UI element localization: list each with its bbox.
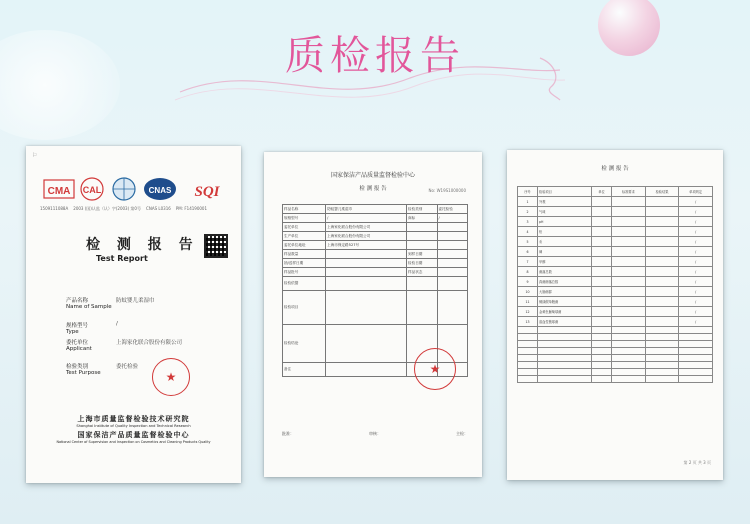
table-cell bbox=[592, 355, 612, 362]
table-cell: / bbox=[679, 247, 713, 257]
table-cell: 检验结果 bbox=[645, 187, 679, 197]
table-cell: 备注 bbox=[283, 363, 326, 377]
table-cell: 10 bbox=[518, 287, 538, 297]
table-cell bbox=[645, 362, 679, 369]
report-header: 国家保洁产品质量监督检验中心 bbox=[330, 172, 415, 179]
results-document bbox=[507, 150, 723, 480]
table-row bbox=[518, 287, 713, 297]
table-cell bbox=[679, 369, 713, 376]
red-seal-stamp bbox=[152, 358, 190, 396]
table-cell: 序号 bbox=[518, 187, 538, 197]
table-cell: 2 bbox=[518, 207, 538, 217]
center-name: 国家保洁产品质量监督检验中心 bbox=[77, 431, 190, 439]
table-cell bbox=[326, 268, 407, 277]
table-cell bbox=[538, 376, 592, 383]
table-cell bbox=[592, 217, 612, 227]
table-cell: 9 bbox=[518, 277, 538, 287]
table-cell bbox=[612, 197, 646, 207]
table-cell bbox=[437, 277, 468, 291]
table-cell bbox=[612, 317, 646, 327]
table-cell bbox=[679, 341, 713, 348]
table-cell bbox=[592, 237, 612, 247]
table-cell: 上海市保定路527号 bbox=[326, 241, 407, 250]
table-row bbox=[518, 307, 713, 317]
cal-logo-icon bbox=[81, 178, 103, 200]
table-cell bbox=[538, 348, 592, 355]
table-cell: 检验类别 bbox=[407, 205, 437, 214]
table-cell: 防蚊婴儿柔湿巾 bbox=[326, 205, 407, 214]
table-row bbox=[518, 247, 713, 257]
logo-codes: 1509111088A 2003 (国)认监（认）字(2003) 第0号 CNAS L0316 PM: F14190001 bbox=[40, 206, 208, 211]
table-cell bbox=[612, 247, 646, 257]
table-row bbox=[283, 223, 468, 232]
table-cell: 上海家化联合股份有限公司 bbox=[326, 232, 407, 241]
table-cell bbox=[592, 207, 612, 217]
table-cell bbox=[592, 307, 612, 317]
table-cell bbox=[645, 277, 679, 287]
table-cell bbox=[679, 355, 713, 362]
table-cell: 气味 bbox=[538, 207, 592, 217]
table-cell bbox=[592, 197, 612, 207]
table-cell bbox=[679, 376, 713, 383]
logo-text: CMA bbox=[47, 186, 71, 197]
table-cell bbox=[645, 327, 679, 334]
table-cell bbox=[407, 232, 437, 241]
table-cell bbox=[592, 267, 612, 277]
logo-text: SQI bbox=[194, 184, 220, 200]
table-cell: 大肠菌群 bbox=[538, 287, 592, 297]
table-cell: 检验项目 bbox=[283, 291, 326, 325]
table-cell: 3 bbox=[518, 217, 538, 227]
table-cell bbox=[592, 334, 612, 341]
logo-text: CAL bbox=[82, 185, 102, 195]
table-cell: / bbox=[679, 257, 713, 267]
table-cell bbox=[679, 327, 713, 334]
table-cell bbox=[645, 369, 679, 376]
page-title: 质检报告 bbox=[285, 33, 465, 79]
table-cell bbox=[518, 362, 538, 369]
table-cell: / bbox=[679, 317, 713, 327]
table-cell: / bbox=[679, 267, 713, 277]
signature-inspector: 主检： bbox=[456, 431, 468, 436]
table-cell bbox=[645, 197, 679, 207]
table-cell bbox=[538, 341, 592, 348]
table-cell: 检验结论 bbox=[283, 325, 326, 363]
table-cell bbox=[407, 277, 437, 291]
svg-text:★: ★ bbox=[429, 362, 441, 376]
table-row bbox=[518, 197, 713, 207]
table-cell bbox=[592, 317, 612, 327]
report-document bbox=[264, 152, 482, 477]
table-cell: 铅 bbox=[538, 227, 592, 237]
table-cell bbox=[612, 341, 646, 348]
table-row bbox=[283, 250, 468, 259]
table-cell bbox=[538, 334, 592, 341]
table-cell bbox=[407, 223, 437, 232]
cma-logo-icon bbox=[44, 180, 74, 198]
table-row bbox=[518, 257, 713, 267]
table-row bbox=[283, 241, 468, 250]
table-row bbox=[283, 214, 468, 223]
table-cell bbox=[612, 217, 646, 227]
table-cell bbox=[612, 362, 646, 369]
svg-text:★: ★ bbox=[165, 370, 177, 384]
table-cell: 生产单位 bbox=[283, 232, 326, 241]
empty-row bbox=[518, 341, 713, 348]
table-cell: / bbox=[679, 277, 713, 287]
table-row bbox=[283, 291, 468, 325]
table-cell bbox=[538, 369, 592, 376]
table-cell: 规格型号 bbox=[283, 214, 326, 223]
table-cell: 5 bbox=[518, 237, 538, 247]
table-cell: 商标 bbox=[407, 214, 437, 223]
table-cell bbox=[612, 369, 646, 376]
table-cell: / bbox=[679, 297, 713, 307]
table-cell bbox=[645, 207, 679, 217]
table-cell bbox=[645, 341, 679, 348]
table-cell: / bbox=[679, 227, 713, 237]
red-seal-stamp bbox=[414, 348, 456, 390]
table-cell bbox=[645, 348, 679, 355]
table-cell bbox=[518, 334, 538, 341]
table-cell: 抽/送样日期 bbox=[283, 259, 326, 268]
table-cell: 样品状态 bbox=[407, 268, 437, 277]
table-cell bbox=[592, 327, 612, 334]
table-cell: 单项判定 bbox=[679, 187, 713, 197]
table-cell: / bbox=[679, 237, 713, 247]
table-cell: 检验日期 bbox=[407, 259, 437, 268]
results-table bbox=[517, 186, 713, 383]
table-cell bbox=[612, 277, 646, 287]
table-cell: 4 bbox=[518, 227, 538, 237]
table-cell: 样品名称 bbox=[283, 205, 326, 214]
table-cell: 委托检验 bbox=[437, 205, 468, 214]
table-cell: 砷 bbox=[538, 247, 592, 257]
table-cell bbox=[612, 348, 646, 355]
table-cell bbox=[645, 247, 679, 257]
table-cell: 委托单位 bbox=[283, 223, 326, 232]
signature-review: 审核： bbox=[369, 431, 381, 436]
table-cell: / bbox=[679, 287, 713, 297]
table-cell bbox=[645, 267, 679, 277]
table-cell: / bbox=[679, 197, 713, 207]
table-cell bbox=[679, 348, 713, 355]
page-number: 第 2 页 共 3 页 bbox=[683, 460, 711, 465]
empty-row bbox=[518, 327, 713, 334]
table-cell bbox=[592, 362, 612, 369]
table-row bbox=[518, 207, 713, 217]
table-row bbox=[518, 237, 713, 247]
table-row bbox=[283, 205, 468, 214]
table-cell bbox=[645, 237, 679, 247]
table-cell bbox=[592, 348, 612, 355]
table-row bbox=[283, 277, 468, 291]
table-cell bbox=[518, 369, 538, 376]
table-cell: 上海家化联合股份有限公司 bbox=[326, 223, 407, 232]
table-cell bbox=[326, 250, 407, 259]
table-cell bbox=[538, 362, 592, 369]
table-cell: 8 bbox=[518, 267, 538, 277]
logo-text: CNAS bbox=[148, 186, 172, 195]
field-applicant: 委托单位 Applicant 上海家化联合股份有限公司 bbox=[66, 340, 183, 352]
table-cell: 12 bbox=[518, 307, 538, 317]
table-cell bbox=[612, 355, 646, 362]
table-cell: pH bbox=[538, 217, 592, 227]
table-cell bbox=[407, 291, 437, 325]
signature-approve: 批准： bbox=[282, 431, 294, 436]
table-cell bbox=[518, 355, 538, 362]
table-cell: 单位 bbox=[592, 187, 612, 197]
table-cell bbox=[326, 363, 407, 377]
table-cell: 6 bbox=[518, 247, 538, 257]
table-cell bbox=[679, 362, 713, 369]
empty-row bbox=[518, 334, 713, 341]
table-cell bbox=[518, 376, 538, 383]
cover-subtitle: Test Report bbox=[96, 254, 148, 263]
table-cell bbox=[326, 325, 407, 363]
table-cell bbox=[592, 376, 612, 383]
signature-row bbox=[282, 431, 468, 437]
report-title: 检 测 报 告 bbox=[359, 186, 387, 192]
table-cell: 样品批号 bbox=[283, 268, 326, 277]
empty-row bbox=[518, 362, 713, 369]
table-cell bbox=[538, 355, 592, 362]
table-cell bbox=[592, 277, 612, 287]
table-cell bbox=[518, 341, 538, 348]
table-cell bbox=[612, 207, 646, 217]
table-cell: 菌落总数 bbox=[538, 267, 592, 277]
table-cell bbox=[645, 297, 679, 307]
table-cell bbox=[326, 277, 407, 291]
table-cell bbox=[612, 297, 646, 307]
table-cell bbox=[518, 327, 538, 334]
table-cell: 11 bbox=[518, 297, 538, 307]
table-cell bbox=[437, 268, 468, 277]
table-cell bbox=[437, 250, 468, 259]
table-cell: / bbox=[326, 214, 407, 223]
table-cell bbox=[612, 327, 646, 334]
table-cell bbox=[518, 348, 538, 355]
table-cell: / bbox=[679, 207, 713, 217]
table-cell bbox=[645, 217, 679, 227]
table-cell: 13 bbox=[518, 317, 538, 327]
cover-document bbox=[26, 146, 241, 483]
table-row bbox=[518, 227, 713, 237]
table-cell: 甲醇 bbox=[538, 257, 592, 267]
table-cell bbox=[645, 355, 679, 362]
table-row bbox=[518, 217, 713, 227]
table-cell bbox=[612, 267, 646, 277]
table-row bbox=[283, 268, 468, 277]
globe-logo-icon bbox=[113, 178, 135, 200]
table-cell bbox=[592, 247, 612, 257]
sqi-logo-icon bbox=[194, 184, 220, 200]
table-cell: 7 bbox=[518, 257, 538, 267]
table-cell: 真菌菌落总数 bbox=[538, 277, 592, 287]
table-cell bbox=[612, 287, 646, 297]
table-cell: 到样日期 bbox=[407, 250, 437, 259]
cnas-logo-icon bbox=[144, 178, 176, 200]
field-type: 规格型号 Type / bbox=[66, 321, 118, 335]
table-cell: 金黄色葡萄球菌 bbox=[538, 307, 592, 317]
table-cell bbox=[592, 257, 612, 267]
table-cell bbox=[326, 259, 407, 268]
table-cell bbox=[592, 297, 612, 307]
table-cell bbox=[612, 237, 646, 247]
table-row bbox=[283, 259, 468, 268]
table-cell bbox=[679, 334, 713, 341]
table-cell: 检验依据 bbox=[283, 277, 326, 291]
table-cell: / bbox=[679, 307, 713, 317]
table-cell: 外观 bbox=[538, 197, 592, 207]
table-cell bbox=[592, 227, 612, 237]
table-row bbox=[283, 232, 468, 241]
table-row bbox=[518, 277, 713, 287]
table-cell bbox=[612, 257, 646, 267]
qr-code-icon bbox=[204, 234, 228, 258]
corner-mark: ⚐ bbox=[32, 152, 38, 159]
table-row bbox=[518, 187, 713, 197]
table-cell bbox=[645, 334, 679, 341]
table-cell bbox=[645, 317, 679, 327]
institute-name: 上海市质量监督检验技术研究院 bbox=[77, 415, 190, 423]
institute-name-en: Shanghai Institute of Quality Inspection and Technical Research bbox=[76, 424, 191, 428]
table-cell: 铜绿假单胞菌 bbox=[538, 297, 592, 307]
results-title: 检 测 报 告 bbox=[601, 166, 629, 172]
empty-row bbox=[518, 369, 713, 376]
report-number: No: W19S1000000 bbox=[428, 188, 466, 193]
table-cell bbox=[437, 291, 468, 325]
table-cell: / bbox=[679, 217, 713, 227]
table-cell bbox=[645, 376, 679, 383]
table-row bbox=[518, 267, 713, 277]
table-cell: / bbox=[437, 214, 468, 223]
table-cell bbox=[437, 241, 468, 250]
table-cell bbox=[437, 223, 468, 232]
table-cell bbox=[326, 291, 407, 325]
table-cell bbox=[538, 327, 592, 334]
table-cell bbox=[592, 287, 612, 297]
table-cell bbox=[437, 232, 468, 241]
table-cell bbox=[612, 376, 646, 383]
table-cell: 样品数量 bbox=[283, 250, 326, 259]
empty-row bbox=[518, 355, 713, 362]
table-cell bbox=[612, 334, 646, 341]
table-row bbox=[518, 297, 713, 307]
table-cell bbox=[437, 259, 468, 268]
center-name-en: National Center of Supervision and Inspection on Cosmetics and Cleaning Products Quality bbox=[56, 440, 211, 444]
table-cell bbox=[612, 227, 646, 237]
table-cell: 标准要求 bbox=[612, 187, 646, 197]
table-cell: 检验项目 bbox=[538, 187, 592, 197]
table-cell bbox=[645, 257, 679, 267]
table-cell bbox=[645, 227, 679, 237]
table-cell bbox=[592, 341, 612, 348]
table-cell: 1 bbox=[518, 197, 538, 207]
empty-row bbox=[518, 348, 713, 355]
table-cell bbox=[645, 287, 679, 297]
table-cell: 汞 bbox=[538, 237, 592, 247]
cover-title: 检 测 报 告 bbox=[86, 237, 199, 253]
empty-row bbox=[518, 376, 713, 383]
logo-row bbox=[42, 174, 228, 204]
field-test-purpose: 检验类别 Test Purpose 委托检验 bbox=[66, 364, 139, 376]
table-cell bbox=[407, 241, 437, 250]
table-cell bbox=[612, 307, 646, 317]
table-cell bbox=[645, 307, 679, 317]
table-cell: 委托单位地址 bbox=[283, 241, 326, 250]
field-sample-name: 产品名称 Name of Sample 防蚊婴儿柔湿巾 bbox=[66, 298, 155, 310]
table-cell bbox=[592, 369, 612, 376]
table-row bbox=[518, 317, 713, 327]
table-cell: 溶血性链球菌 bbox=[538, 317, 592, 327]
